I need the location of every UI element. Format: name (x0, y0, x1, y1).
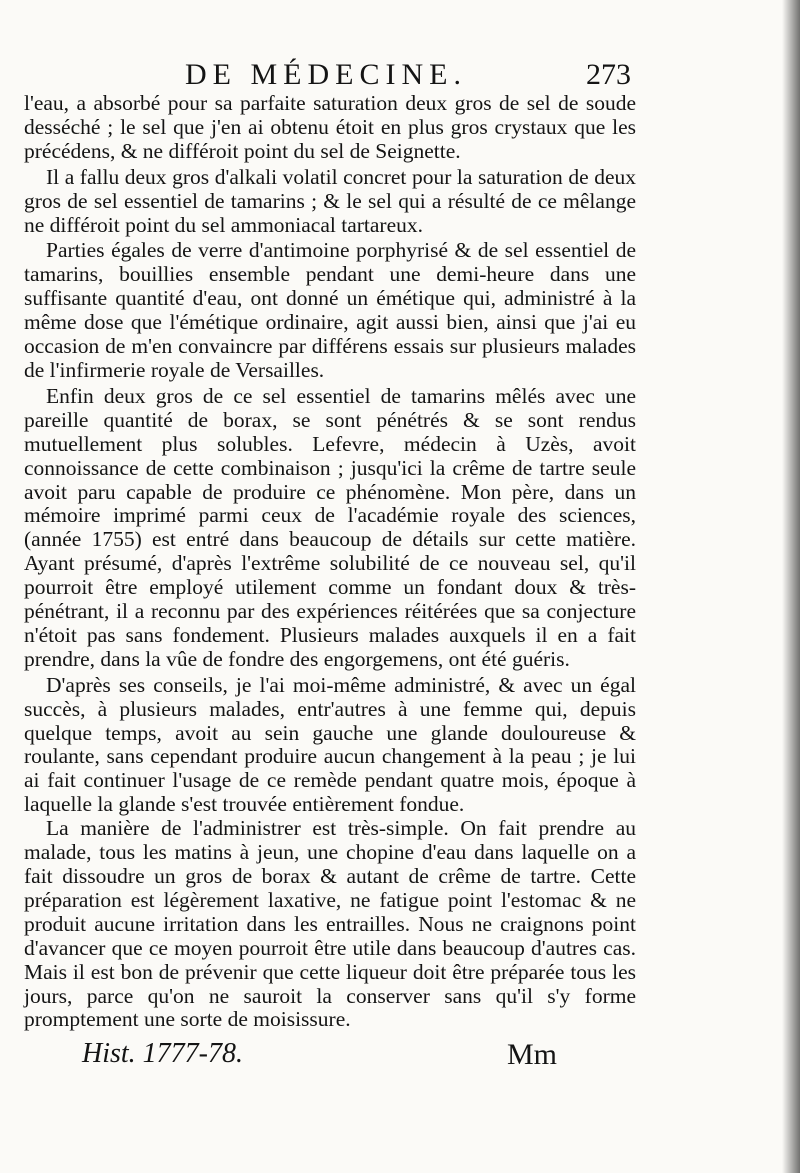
paragraph-4: Enfin deux gros de ce sel essentiel de tamarins mêlés avec une pareille quantité de borax, se sont pénétrés & se sont rendus mutuellement plus solubles. Lefevre, médecin à Uzès, avoit connoissance de cette combinaison ; jusqu'ici la crême de tartre seule avoit paru capable de produire ce phénomène. Mon père, dans un mémoire imprimé parmi ceux de l'académie royale des sciences, (année 1755) est entré dans beaucoup de détails sur cette matière. Ayant présumé, d'après l'extrême solubilité de ce nouveau sel, qu'il pourroit être employé utilement comme un fondant doux & très-pénétrant, il a reconnu par des expériences réitérées que sa conjecture n'étoit pas sans fondement. Plusieurs malades auxquels il en a fait prendre, dans la vûe de fondre des engorgemens, ont été guéris. (24, 383, 636, 671)
paragraph-3: Parties égales de verre d'antimoine porphyrisé & de sel essentiel de tamarins, bouillies ensemble pendant une demi-heure dans une suffisante quantité d'eau, ont donné un émétique qui, administré à la même dose que l'émétique ordinaire, agit aussi bien, ainsi que j'ai eu occasion de m'en convaincre par différens essais sur plusieurs malades de l'infirmerie royale de Versailles. (24, 238, 636, 382)
paragraph-5: D'après ses conseils, je l'ai moi-même administré, & avec un égal succès, à plusieurs malades, entr'autres à une femme qui, depuis quelque temps, avoit au sein gauche une glande douloureuse & roulante, sans cependant produire aucun changement à la peau ; je lui ai fait continuer l'usage de ce remède pendant quatre mois, époque à laquelle la glande s'est trouvée entièrement fondue. (24, 672, 636, 817)
signature-mark: Hist. 1777-78. (82, 1038, 243, 1069)
page-edge-shadow (782, 0, 800, 1173)
running-title: DE MÉDECINE. (185, 58, 467, 91)
paragraph-2: Il a fallu deux gros d'alkali volatil concret pour la saturation de deux gros de sel essentiel de tamarins ; & le sel qui a résulté de ce mêlange ne différoit point du sel ammoniacal tartareux. (24, 164, 636, 237)
paragraph-1: l'eau, a absorbé pour sa parfaite saturation deux gros de sel de soude desséché ; le sel que j'en ai obtenu étoit en plus gros crystaux que les précédens, & ne différoit point du sel de Seignette. (24, 91, 636, 163)
paragraph-6: La manière de l'administrer est très-simple. On fait prendre au malade, tous les matins à jeun, une chopine d'eau dans laquelle on a fait dissoudre un gros de borax & autant de crême de tartre. Cette préparation est légèrement laxative, ne fatigue point l'estomac & ne produit aucune irritation dans les entrailles. Nous ne craignons point d'avancer que ce moyen pourroit être utile dans beaucoup d'autres cas. Mais il est bon de prévenir que cette liqueur doit être préparée tous les jours, parce qu'on ne sauroit la conserver sans qu'il s'y forme promptement une sorte de moisissure. (24, 816, 636, 1032)
page-footer (0, 1038, 800, 1078)
catchword: Mm (507, 1038, 558, 1071)
body-text (24, 92, 636, 1032)
page-number: 273 (586, 58, 631, 91)
